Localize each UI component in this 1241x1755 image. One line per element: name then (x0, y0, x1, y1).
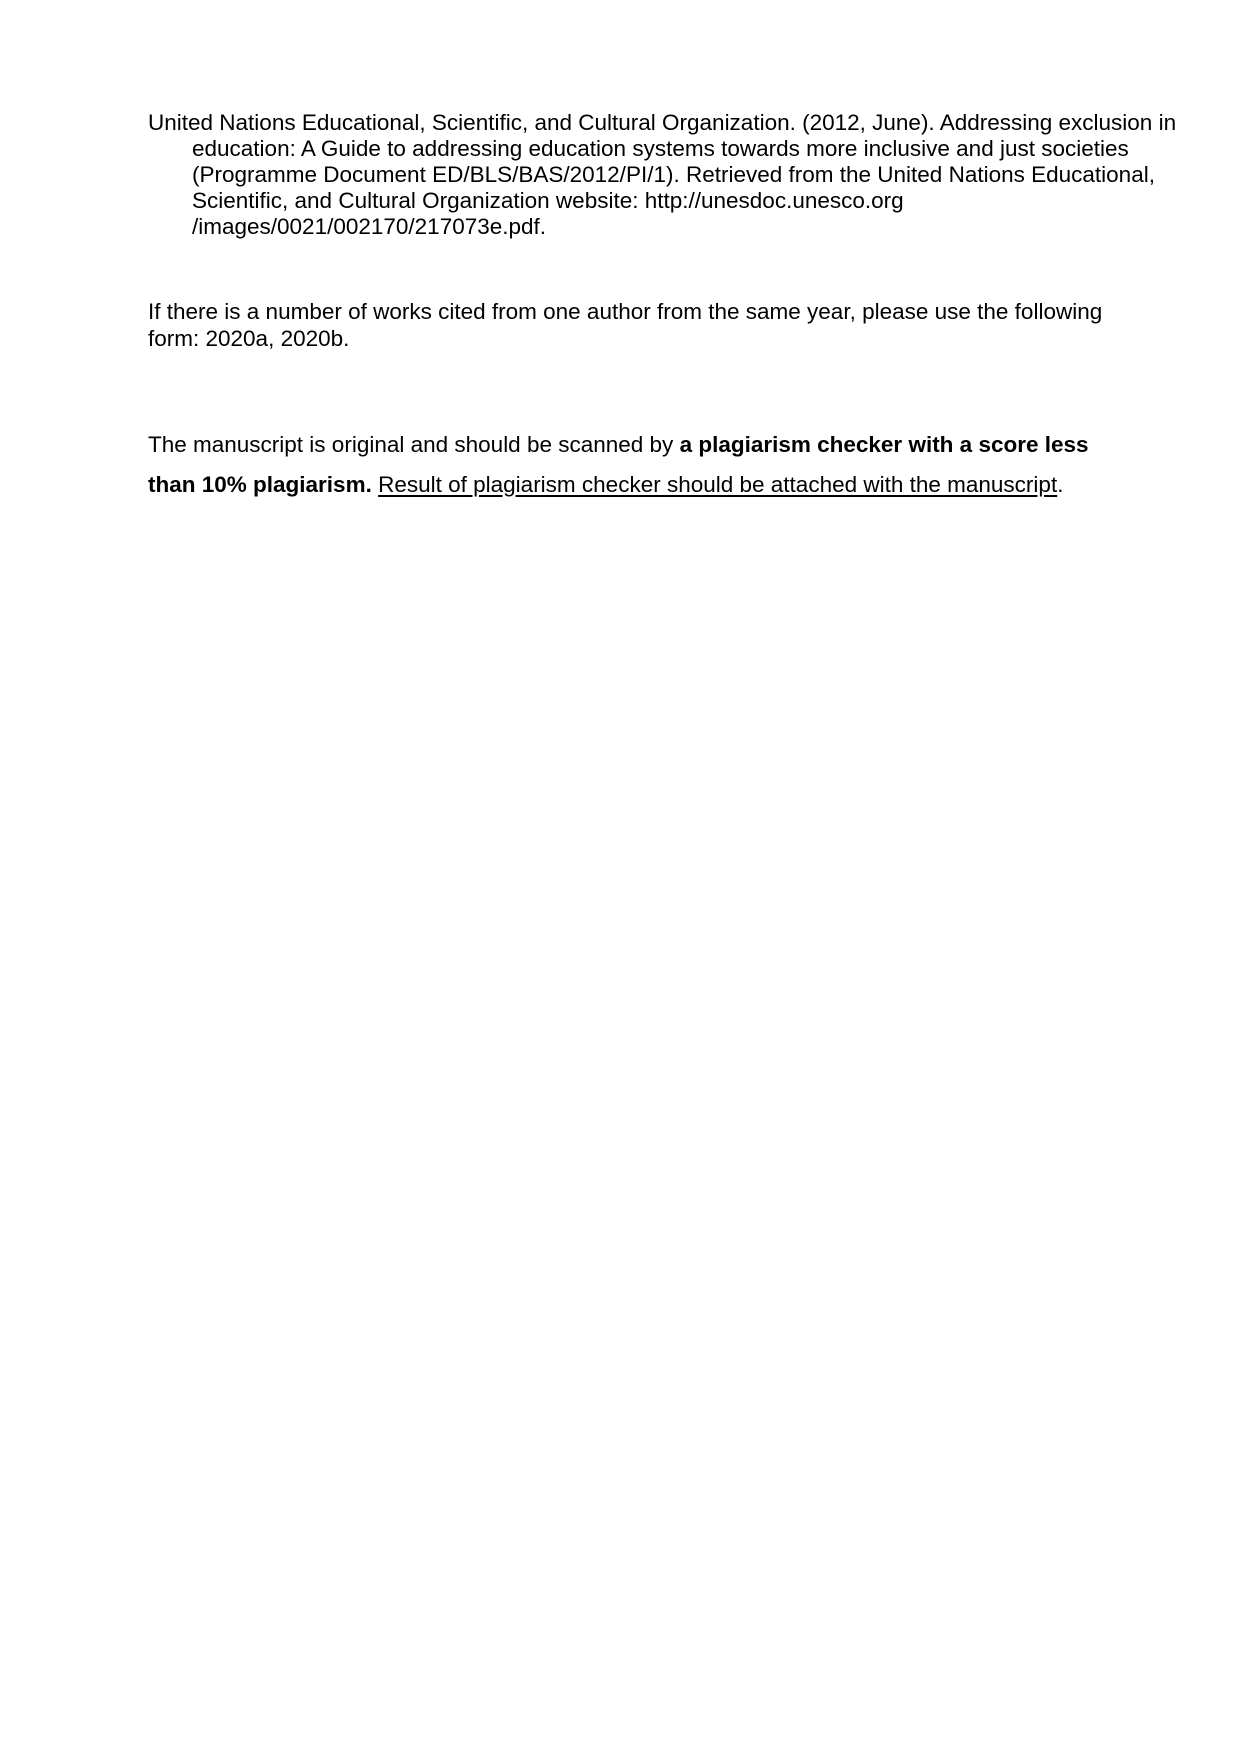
plagiarism-statement-lead: The manuscript is original and should be scanned by (148, 431, 680, 457)
plagiarism-result-underlined: Result of plagiarism checker should be attached with the manuscript (378, 471, 1058, 497)
plagiarism-statement-tail: . (1057, 471, 1064, 497)
plagiarism-statement (148, 425, 1133, 505)
plagiarism-requirement-bold: a plagiarism checker with a score less than 10% plagiarism. (148, 431, 1089, 497)
citation-year-note: If there is a number of works cited from one author from the same year, please use the following form: 2020a, 2020b. (148, 298, 1103, 351)
reference-entry-unesco: United Nations Educational, Scientific, and Cultural Organization. (2012, June). Addressing exclusion in education: A Guide to addressing education systems towards more inclusive and just societies (Programme Document ED/BLS/BAS/2012/PI/1). Retrieved from the United Nations Educational, Scientific, and Cultural Organization website: http://unesdoc.unesco.org /images/0021/002170/217073e.pdf. (148, 109, 1177, 239)
